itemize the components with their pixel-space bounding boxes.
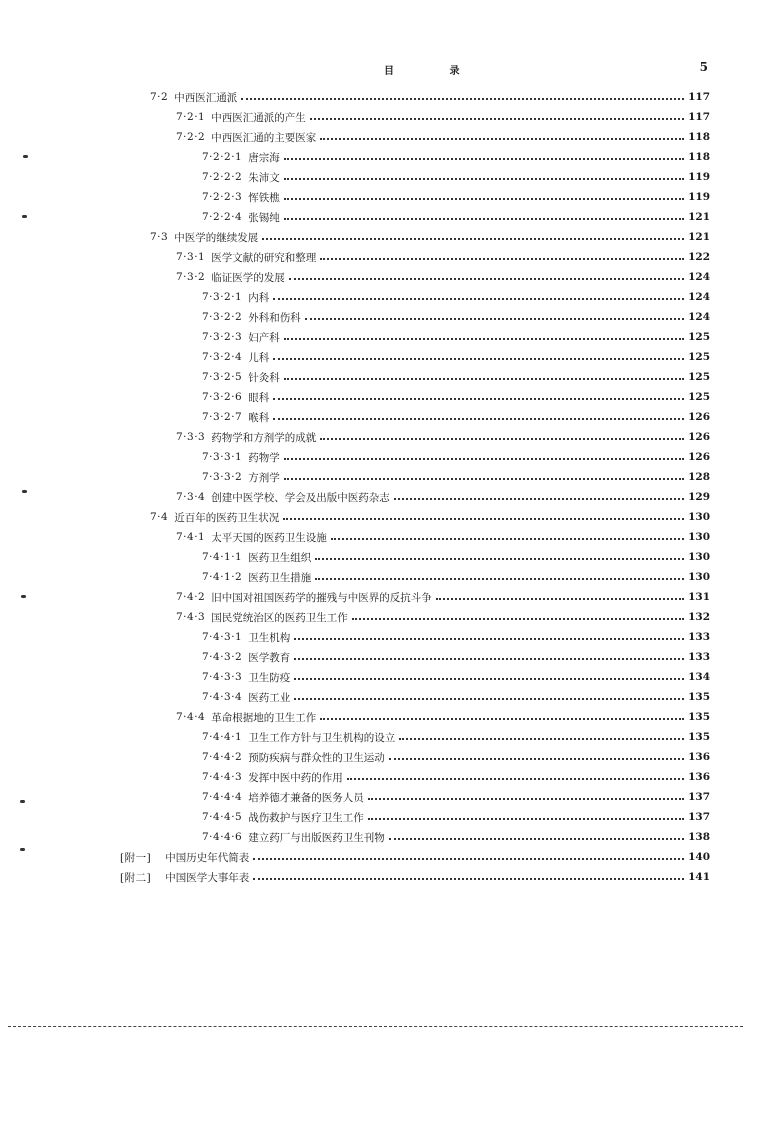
page-ref: 137 — [688, 791, 710, 803]
page-title: 目 录 — [384, 66, 486, 77]
dot-leader — [389, 758, 684, 760]
dot-leader — [368, 798, 684, 800]
toc-entry[interactable] — [202, 807, 710, 827]
section-title: 卫生防疫 — [248, 671, 291, 684]
section-number: 7·2 — [150, 91, 169, 103]
section-number: 7·2·1 — [176, 111, 206, 123]
scan-mark — [20, 800, 25, 803]
section-number: 7·3·2·4 — [202, 351, 243, 363]
section-number: 7·3·3 — [176, 431, 206, 443]
dot-leader — [284, 378, 684, 380]
dot-leader — [273, 298, 684, 300]
dot-leader — [331, 538, 684, 540]
page-ref: 124 — [688, 271, 710, 283]
page-ref: 137 — [688, 811, 710, 823]
section-number: 7·4·1·1 — [202, 551, 243, 563]
section-number: 7·3·2 — [176, 271, 206, 283]
dot-leader — [273, 358, 684, 360]
page-ref: 126 — [688, 431, 710, 443]
section-title: 医药卫生组织 — [248, 551, 312, 564]
section-number: [附二] — [120, 871, 152, 884]
dot-leader — [289, 278, 684, 280]
dot-leader — [284, 458, 684, 460]
section-title: 医药工业 — [248, 691, 291, 704]
dot-leader — [352, 618, 684, 620]
section-title: 卫生工作方针与卫生机构的设立 — [248, 731, 396, 744]
section-number: 7·4·4·4 — [202, 791, 243, 803]
toc-entry[interactable] — [176, 127, 710, 147]
dot-leader — [305, 318, 684, 320]
section-title: 预防疾病与群众性的卫生运动 — [248, 751, 385, 764]
section-title: 药物学和方剂学的成就 — [211, 431, 317, 444]
toc-entry[interactable] — [202, 327, 710, 347]
section-title: 革命根据地的卫生工作 — [211, 711, 317, 724]
section-title: 药物学 — [248, 451, 280, 464]
toc-entry[interactable] — [202, 627, 710, 647]
dot-leader — [253, 858, 684, 860]
dot-leader — [253, 878, 684, 880]
section-title: 中医学的继续发展 — [174, 231, 259, 244]
page-ref: 141 — [688, 871, 710, 883]
toc-entry[interactable] — [202, 167, 710, 187]
section-title: 中西医汇通的主要医家 — [211, 131, 317, 144]
page-ref: 121 — [688, 231, 710, 243]
page-ref: 129 — [688, 491, 710, 503]
dot-leader — [284, 158, 684, 160]
dot-leader — [394, 498, 684, 500]
toc-entry[interactable] — [202, 147, 710, 167]
page-ref: 128 — [688, 471, 710, 483]
page-ref: 138 — [688, 831, 710, 843]
page-ref: 132 — [688, 611, 710, 623]
page-ref: 131 — [688, 591, 710, 603]
page-header — [0, 60, 758, 80]
section-number: 7·3·2·7 — [202, 411, 243, 423]
toc-entry[interactable] — [176, 607, 710, 627]
section-title: 战伤救护与医疗卫生工作 — [248, 811, 364, 824]
section-title: 医药卫生措施 — [248, 571, 312, 584]
section-number: 7·4·1·2 — [202, 571, 243, 583]
toc-entry[interactable] — [202, 767, 710, 787]
section-number: 7·4·4·5 — [202, 811, 243, 823]
toc-entry[interactable] — [202, 787, 710, 807]
section-number: 7·3·2·2 — [202, 311, 243, 323]
page-ref: 134 — [688, 671, 710, 683]
dot-leader — [320, 138, 684, 140]
section-title: 医学教育 — [248, 651, 291, 664]
section-title: 妇产科 — [248, 331, 280, 344]
page-ref: 118 — [688, 151, 710, 163]
toc-entry[interactable] — [150, 227, 710, 247]
dot-leader — [284, 178, 684, 180]
dot-leader — [284, 218, 684, 220]
toc-entry[interactable] — [176, 587, 710, 607]
dot-leader — [273, 398, 684, 400]
dot-leader — [320, 258, 684, 260]
section-title: 张锡纯 — [248, 211, 280, 224]
page-ref: 140 — [688, 851, 710, 863]
page-ref: 125 — [688, 331, 710, 343]
toc-entry[interactable] — [202, 827, 710, 847]
dot-leader — [399, 738, 684, 740]
dot-leader — [284, 338, 684, 340]
section-number: 7·4·3 — [176, 611, 206, 623]
toc-entry[interactable] — [176, 527, 710, 547]
toc-entry[interactable] — [176, 107, 710, 127]
section-title: 中西医汇通派的产生 — [211, 111, 306, 124]
section-number: 7·4·4·2 — [202, 751, 243, 763]
section-title: 建立药厂与出版医药卫生刊物 — [248, 831, 385, 844]
scan-mark — [23, 155, 28, 158]
section-title: 眼科 — [248, 391, 270, 404]
dot-leader — [315, 578, 684, 580]
section-title: 恽铁樵 — [248, 191, 280, 204]
section-title: 国民党统治区的医药卫生工作 — [211, 611, 348, 624]
dot-leader — [294, 698, 684, 700]
toc-entry[interactable] — [176, 487, 710, 507]
section-number: 7·2·2·1 — [202, 151, 243, 163]
toc-entry[interactable] — [176, 267, 710, 287]
toc-entry[interactable] — [202, 407, 710, 427]
section-number: 7·2·2·2 — [202, 171, 243, 183]
toc-entry[interactable] — [150, 507, 710, 527]
section-number: 7·2·2 — [176, 131, 206, 143]
toc-entry[interactable] — [202, 727, 710, 747]
toc-entry[interactable] — [150, 87, 710, 107]
dot-leader — [310, 118, 684, 120]
dot-leader — [294, 658, 684, 660]
toc-entry[interactable] — [202, 207, 710, 227]
section-number: [附一] — [120, 851, 152, 864]
page-ref: 125 — [688, 391, 710, 403]
toc-entry[interactable] — [202, 187, 710, 207]
dot-leader — [241, 98, 684, 100]
scan-mark — [22, 215, 27, 218]
dot-leader — [294, 638, 684, 640]
section-title: 旧中国对祖国医药学的摧残与中医界的反抗斗争 — [211, 591, 432, 604]
section-number: 7·4·3·3 — [202, 671, 243, 683]
toc-entry[interactable] — [202, 347, 710, 367]
page-ref: 130 — [688, 551, 710, 563]
dot-leader — [315, 558, 684, 560]
section-title: 近百年的医药卫生状况 — [174, 511, 280, 524]
section-number: 7·4·3·2 — [202, 651, 243, 663]
page-ref: 130 — [688, 511, 710, 523]
section-title: 创建中医学校、学会及出版中医药杂志 — [211, 491, 390, 504]
page-ref: 118 — [688, 131, 710, 143]
section-number: 7·3·3·1 — [202, 451, 243, 463]
toc-entry[interactable] — [176, 707, 710, 727]
page-ref: 136 — [688, 751, 710, 763]
bottom-rule — [8, 1026, 743, 1027]
dot-leader — [347, 778, 684, 780]
section-title: 针灸科 — [248, 371, 280, 384]
section-number: 7·4·4 — [176, 711, 206, 723]
page-ref: 124 — [688, 291, 710, 303]
page-ref: 121 — [688, 211, 710, 223]
section-title: 内科 — [248, 291, 270, 304]
section-title: 中西医汇通派 — [174, 91, 238, 104]
section-number: 7·4·2 — [176, 591, 206, 603]
toc-entry[interactable] — [202, 387, 710, 407]
appendix-entry[interactable] — [120, 847, 710, 867]
section-number: 7·3·2·5 — [202, 371, 243, 383]
section-title: 临证医学的发展 — [211, 271, 285, 284]
section-number: 7·3·2·6 — [202, 391, 243, 403]
section-title: 卫生机构 — [248, 631, 291, 644]
page-ref: 117 — [688, 91, 710, 103]
page-ref: 135 — [688, 731, 710, 743]
section-number: 7·3·3·2 — [202, 471, 243, 483]
section-title: 唐宗海 — [248, 151, 280, 164]
section-number: 7·3·2·1 — [202, 291, 243, 303]
page-ref: 135 — [688, 711, 710, 723]
page-ref: 125 — [688, 371, 710, 383]
section-title: 中国历史年代简表 — [165, 851, 250, 864]
dot-leader — [389, 838, 684, 840]
section-title: 医学文献的研究和整理 — [211, 251, 317, 264]
toc-entry[interactable] — [202, 287, 710, 307]
appendix-entry[interactable] — [120, 867, 710, 887]
section-number: 7·4 — [150, 511, 169, 523]
page-ref: 119 — [688, 191, 710, 203]
section-number: 7·3·2·3 — [202, 331, 243, 343]
toc-entry[interactable] — [202, 747, 710, 767]
toc-entry[interactable] — [202, 467, 710, 487]
dot-leader — [284, 198, 684, 200]
dot-leader — [320, 718, 684, 720]
section-number: 7·4·3·4 — [202, 691, 243, 703]
dot-leader — [283, 518, 684, 520]
section-number: 7·2·2·3 — [202, 191, 243, 203]
toc-entry[interactable] — [202, 367, 710, 387]
section-title: 外科和伤科 — [248, 311, 301, 324]
toc-entry[interactable] — [202, 547, 710, 567]
toc-entry[interactable] — [202, 307, 710, 327]
scan-mark — [22, 490, 27, 493]
section-title: 儿科 — [248, 351, 270, 364]
page-ref: 133 — [688, 651, 710, 663]
section-title: 发挥中医中药的作用 — [248, 771, 343, 784]
scan-mark — [20, 848, 25, 851]
dot-leader — [368, 818, 684, 820]
section-title: 太平天国的医药卫生设施 — [211, 531, 327, 544]
section-number: 7·3 — [150, 231, 169, 243]
section-title: 中国医学大事年表 — [165, 871, 250, 884]
dot-leader — [436, 598, 684, 600]
toc-entry[interactable] — [202, 567, 710, 587]
dot-leader — [262, 238, 684, 240]
page-ref: 124 — [688, 311, 710, 323]
page-ref: 136 — [688, 771, 710, 783]
section-number: 7·3·4 — [176, 491, 206, 503]
page-ref: 125 — [688, 351, 710, 363]
dot-leader — [320, 438, 684, 440]
page-ref: 130 — [688, 531, 710, 543]
toc-entry[interactable] — [176, 247, 710, 267]
toc-entry[interactable] — [202, 447, 710, 467]
section-title: 方剂学 — [248, 471, 280, 484]
page-ref: 122 — [688, 251, 710, 263]
section-title: 培养德才兼备的医务人员 — [248, 791, 364, 804]
dot-leader — [273, 418, 684, 420]
page-ref: 126 — [688, 451, 710, 463]
toc-entry[interactable] — [202, 687, 710, 707]
section-title: 朱沛文 — [248, 171, 280, 184]
section-title: 喉科 — [248, 411, 270, 424]
dot-leader — [294, 678, 684, 680]
section-number: 7·3·1 — [176, 251, 206, 263]
section-number: 7·4·4·1 — [202, 731, 243, 743]
section-number: 7·2·2·4 — [202, 211, 243, 223]
page-number: 5 — [699, 60, 708, 74]
scan-mark — [21, 595, 26, 598]
page-ref: 133 — [688, 631, 710, 643]
page-ref: 130 — [688, 571, 710, 583]
dot-leader — [284, 478, 684, 480]
section-number: 7·4·4·3 — [202, 771, 243, 783]
section-number: 7·4·1 — [176, 531, 206, 543]
page-ref: 135 — [688, 691, 710, 703]
page-ref: 126 — [688, 411, 710, 423]
section-number: 7·4·4·6 — [202, 831, 243, 843]
section-number: 7·4·3·1 — [202, 631, 243, 643]
toc-entry[interactable] — [202, 647, 710, 667]
toc-entry[interactable] — [202, 667, 710, 687]
page-ref: 119 — [688, 171, 710, 183]
page-ref: 117 — [688, 111, 710, 123]
toc-entry[interactable] — [176, 427, 710, 447]
